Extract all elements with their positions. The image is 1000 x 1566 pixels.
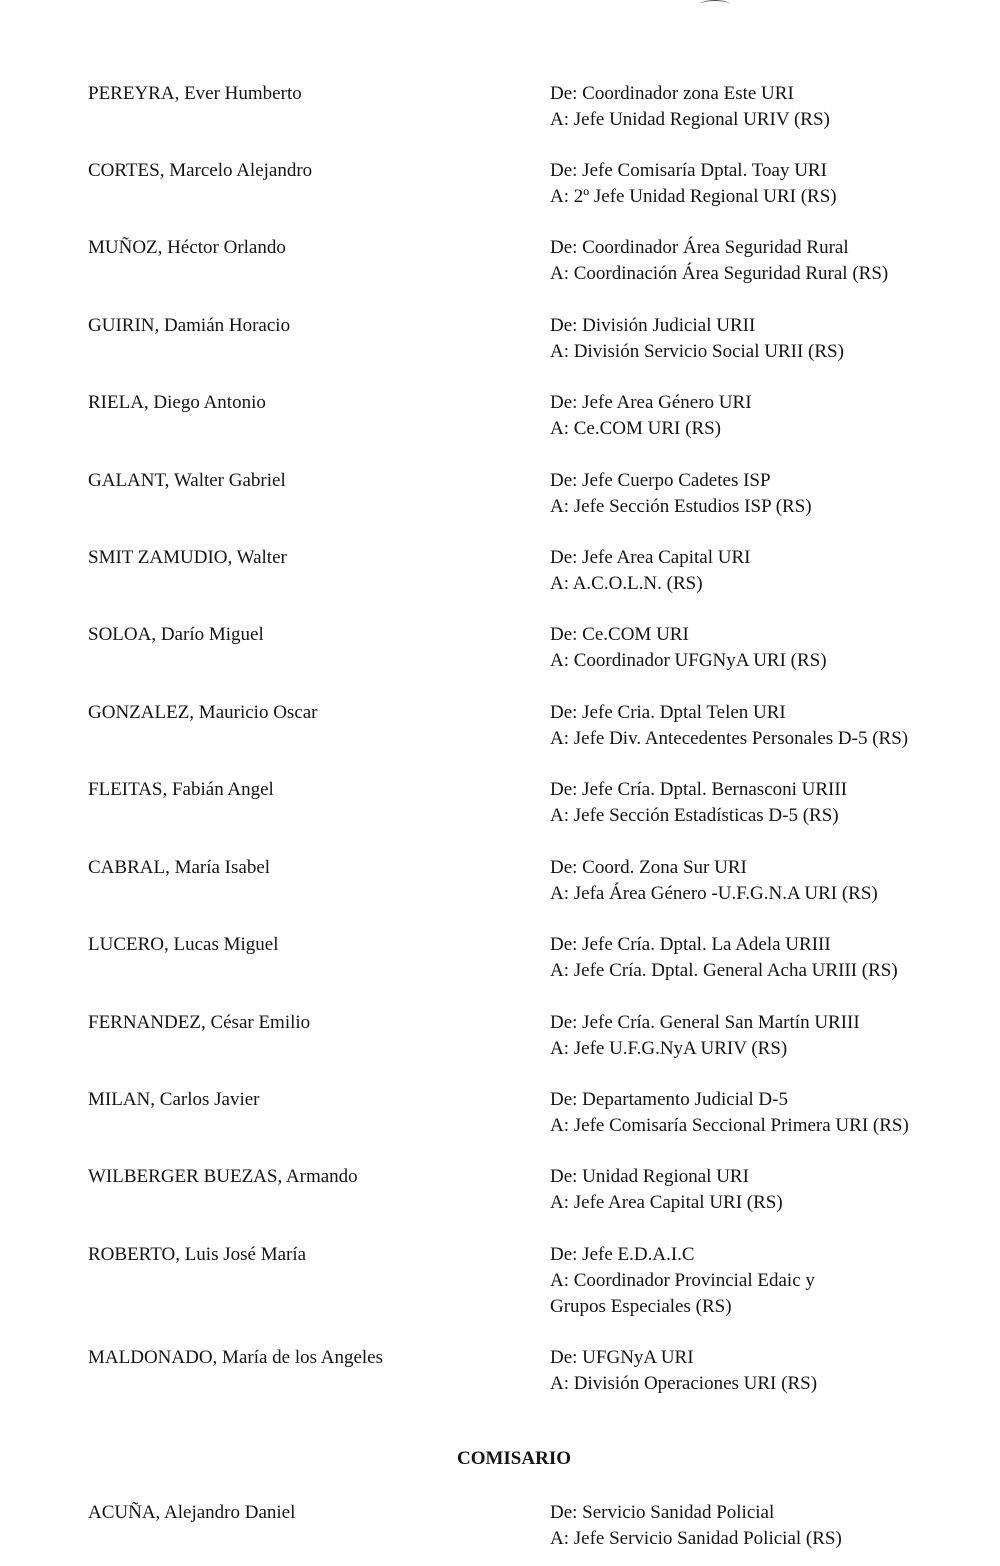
posting-detail xyxy=(550,700,990,752)
to-line: A: Jefa Área Género -U.F.G.N.A URI (RS) xyxy=(550,883,878,904)
officer-name: SOLOA, Darío Miguel xyxy=(88,624,264,645)
to-line: A: Jefe Sección Estadísticas D-5 (RS) xyxy=(550,805,839,826)
posting-detail xyxy=(550,855,990,907)
to-line: A: Jefe Unidad Regional URIV (RS) xyxy=(550,109,830,130)
to-line: A: Ce.COM URI (RS) xyxy=(550,418,722,439)
officer-name: ACUÑA, Alejandro Daniel xyxy=(88,1502,296,1523)
officer-name: MUÑOZ, Héctor Orlando xyxy=(88,237,286,258)
from-line: De: Jefe E.D.A.I.C xyxy=(550,1244,695,1265)
top-mark xyxy=(700,0,730,9)
from-line: De: Servicio Sanidad Policial xyxy=(550,1502,775,1523)
to-line-continued: Grupos Especiales (RS) xyxy=(550,1296,732,1317)
to-line: A: Jefe Div. Antecedentes Personales D-5 (RS) xyxy=(550,728,909,749)
from-line: De: Unidad Regional URI xyxy=(550,1166,749,1187)
officer-name: WILBERGER BUEZAS, Armando xyxy=(88,1166,358,1187)
posting-detail xyxy=(550,1345,990,1397)
to-line: A: Coordinador Provincial Edaic y xyxy=(550,1270,815,1291)
from-line: De: Jefe Comisaría Dptal. Toay URI xyxy=(550,160,827,181)
to-line: A: Jefe U.F.G.NyA URIV (RS) xyxy=(550,1038,788,1059)
to-line: A: Coordinación Área Seguridad Rural (RS) xyxy=(550,263,889,284)
from-line: De: Coord. Zona Sur URI xyxy=(550,857,747,878)
posting-detail xyxy=(550,1164,990,1216)
officer-name: SMIT ZAMUDIO, Walter xyxy=(88,547,287,568)
from-line: De: División Judicial URII xyxy=(550,315,756,336)
section-title-comisario: COMISARIO xyxy=(456,1448,571,1469)
from-line: De: Jefe Cria. Dptal Telen URI xyxy=(550,702,786,723)
officer-name: LUCERO, Lucas Miguel xyxy=(88,934,279,955)
officer-name: GONZALEZ, Mauricio Oscar xyxy=(88,702,318,723)
from-line: De: Jefe Cría. Dptal. Bernasconi URIII xyxy=(550,779,848,800)
to-line: A: 2º Jefe Unidad Regional URI (RS) xyxy=(550,186,837,207)
posting-detail xyxy=(550,932,990,984)
officer-name: ROBERTO, Luis José María xyxy=(88,1244,307,1265)
officer-name: PEREYRA, Ever Humberto xyxy=(88,83,302,104)
posting-detail xyxy=(550,622,990,674)
from-line: De: Jefe Cuerpo Cadetes ISP xyxy=(550,470,771,491)
from-line: De: Coordinador zona Este URI xyxy=(550,83,794,104)
officer-name: CABRAL, María Isabel xyxy=(88,857,271,878)
posting-detail xyxy=(550,1242,990,1320)
officer-name: FERNANDEZ, César Emilio xyxy=(88,1012,311,1033)
from-line: De: Jefe Cría. Dptal. La Adela URIII xyxy=(550,934,831,955)
from-line: De: Coordinador Área Seguridad Rural xyxy=(550,237,849,258)
posting-detail xyxy=(550,390,990,442)
to-line: A: Jefe Comisaría Seccional Primera URI (RS) xyxy=(550,1115,909,1136)
from-line: De: Jefe Area Género URI xyxy=(550,392,752,413)
officer-name: GUIRIN, Damián Horacio xyxy=(88,315,291,336)
posting-detail xyxy=(550,1087,990,1139)
officer-name: MALDONADO, María de los Angeles xyxy=(88,1347,383,1368)
to-line: A: Jefe Cría. Dptal. General Acha URIII (RS) xyxy=(550,960,898,981)
officer-name: CORTES, Marcelo Alejandro xyxy=(88,160,313,181)
to-line: A: Coordinador UFGNyA URI (RS) xyxy=(550,650,827,671)
officer-name: MILAN, Carlos Javier xyxy=(88,1089,260,1110)
from-line: De: Ce.COM URI xyxy=(550,624,689,645)
posting-detail xyxy=(550,235,990,287)
posting-detail xyxy=(550,777,990,829)
from-line: De: Departamento Judicial D-5 xyxy=(550,1089,788,1110)
posting-detail xyxy=(550,1500,990,1552)
to-line: A: División Servicio Social URII (RS) xyxy=(550,341,844,362)
officer-name: RIELA, Diego Antonio xyxy=(88,392,266,413)
posting-detail xyxy=(550,158,990,210)
to-line: A: Jefe Sección Estudios ISP (RS) xyxy=(550,496,812,517)
posting-detail xyxy=(550,1010,990,1062)
to-line: A: A.C.O.L.N. (RS) xyxy=(550,573,703,594)
officer-name: GALANT, Walter Gabriel xyxy=(88,470,286,491)
posting-detail xyxy=(550,313,990,365)
to-line: A: Jefe Area Capital URI (RS) xyxy=(550,1192,783,1213)
posting-detail xyxy=(550,81,990,133)
to-line: A: División Operaciones URI (RS) xyxy=(550,1373,818,1394)
posting-detail xyxy=(550,468,990,520)
posting-detail xyxy=(550,545,990,597)
from-line: De: Jefe Area Capital URI xyxy=(550,547,751,568)
officer-name: FLEITAS, Fabián Angel xyxy=(88,779,274,800)
from-line: De: UFGNyA URI xyxy=(550,1347,694,1368)
from-line: De: Jefe Cría. General San Martín URIII xyxy=(550,1012,860,1033)
to-line: A: Jefe Servicio Sanidad Policial (RS) xyxy=(550,1528,842,1549)
